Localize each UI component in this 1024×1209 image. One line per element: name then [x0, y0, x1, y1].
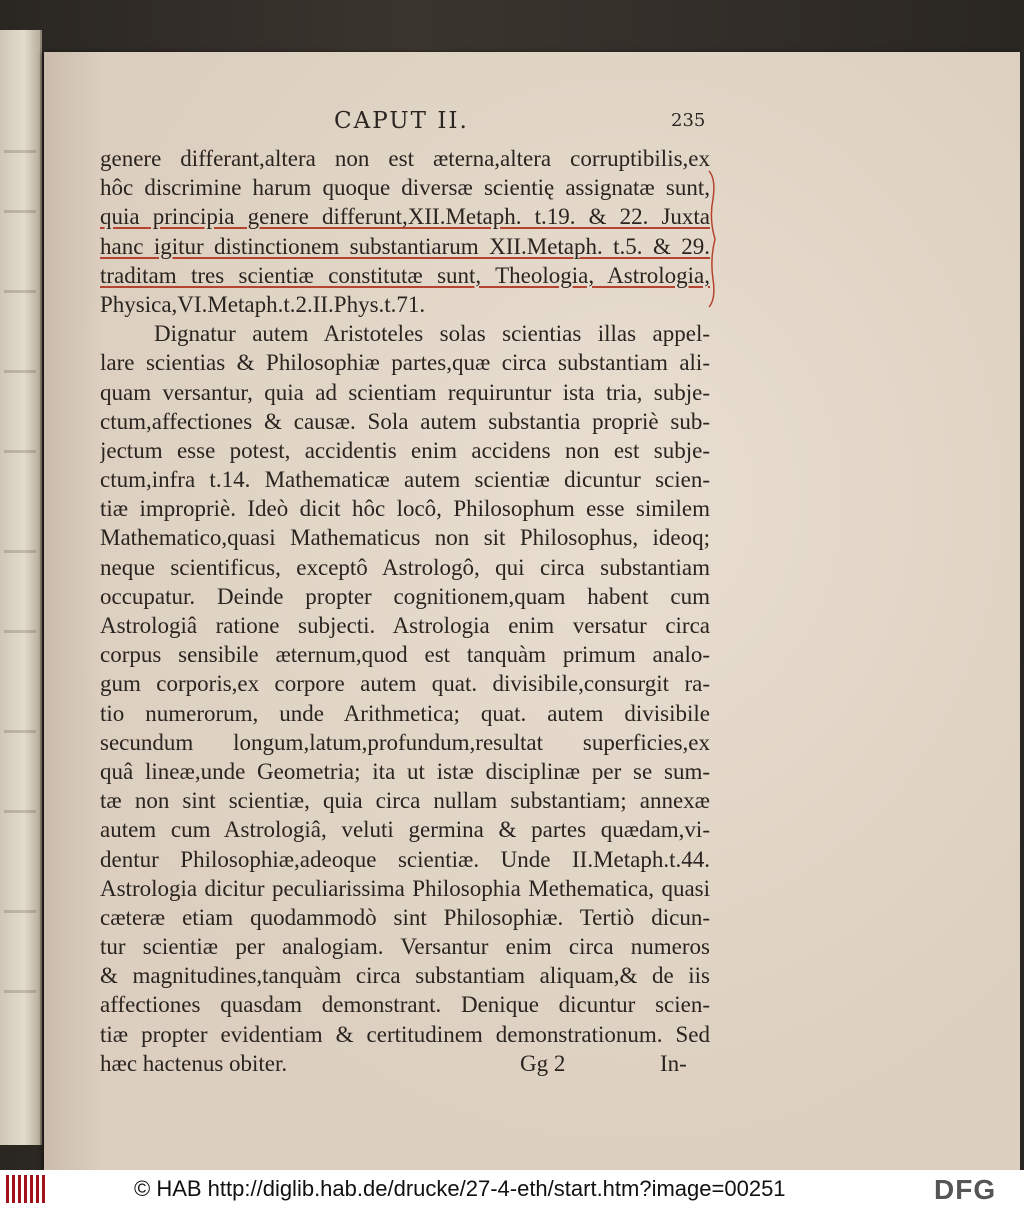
text-line: occupatur. Deinde propter cognitionem,quam habent cum [100, 583, 710, 609]
book-page [44, 52, 1020, 1170]
text-line: quâ lineæ,unde Geometria; ita ut istæ disciplinæ per se sum- [100, 758, 710, 784]
text-line: cæteræ etiam quodammodò sint Philosophiæ. Tertiò dicun- [100, 904, 710, 930]
text-line: quia principia genere differunt,XII.Metaph. t.19. & 22. Juxta [100, 204, 710, 230]
text-line: genere differant,altera non est æterna,altera corruptibilis,ex [100, 146, 710, 171]
text-line: Astrologiâ ratione subjecti. Astrologia enim versatur circa [100, 613, 710, 638]
text-line: & magnitudines,tanquàm circa substantiam aliquam,& de iis [100, 963, 710, 989]
catchword: In- [660, 1050, 687, 1076]
text-line: gum corporis,ex corpore autem quat. divisibile,consurgit ra- [100, 671, 710, 697]
body-text [100, 144, 710, 1078]
text-line: corpus sensibile æternum,quod est tanquàm primum analo- [100, 642, 710, 668]
text-line: tiæ impropriè. Ideò dicit hôc locô, Philosophum esse similem [100, 496, 710, 522]
running-title: CAPUT II. [334, 108, 469, 134]
last-line-text: hæc hactenus obiter. [100, 1050, 288, 1076]
text-line: jectum esse potest, accidentis enim accidens non est subje- [100, 437, 710, 463]
text-line: secundum longum,latum,profundum,resultat superficies,ex [100, 729, 710, 755]
text-line: tio numerorum, unde Arithmetica; quat. autem divisibile [100, 700, 710, 726]
text-line: autem cum Astrologiâ, veluti germina & partes quædam,vi- [100, 817, 710, 843]
text-line: hanc igitur distinctionem substantiarum XII.Metaph. t.5. & 29. [100, 233, 710, 259]
text-line: ctum,infra t.14. Mathematicæ autem scientiæ dicuntur scien- [100, 467, 710, 493]
text-line: ctum,affectiones & causæ. Sola autem substantia propriè sub- [100, 408, 710, 434]
text-line: tur scientiæ per analogiam. Versantur enim circa numeros [100, 934, 710, 960]
text-line: Astrologia dicitur peculiarissima Philosophia Methematica, quasi [100, 875, 710, 901]
catch-line [100, 1049, 710, 1078]
text-line: dentur Philosophiæ,adeoque scientiæ. Unde II.Metaph.t.44. [100, 846, 710, 872]
text-line: lare scientias & Philosophiæ partes,quæ circa substantiam ali- [100, 350, 710, 376]
text-line: Physica,VI.Metaph.t.2.II.Phys.t.71. [100, 291, 426, 317]
text-line: traditam tres scientiæ constitutæ sunt, Theologia, Astrologia, [100, 262, 710, 288]
page-number: 235 [671, 110, 706, 131]
text-line: hôc discrimine harum quoque diversæ scientię assignatæ sunt, [100, 175, 710, 201]
text-line: Mathematico,quasi Mathematicus non sit Philosophus, ideoq; [100, 525, 710, 551]
text-line: neque scientificus, exceptô Astrologô, qui circa substantiam [100, 554, 710, 580]
page-header [44, 108, 1020, 148]
dfg-logo[interactable]: DFG [934, 1174, 997, 1205]
text-line: tiæ propter evidentiam & certitudinem demonstrationum. Sed [100, 1021, 710, 1047]
copyright-link[interactable]: © HAB http://diglib.hab.de/drucke/27-4-eth/start.htm?image=00251 [134, 1176, 786, 1201]
text-line: tæ non sint scientiæ, quia circa nullam substantiam; annexæ [100, 788, 710, 814]
text-line: quam versantur, quia ad scientiam requiruntur ista tria, subje- [100, 379, 710, 405]
text-line: Dignatur autem Aristoteles solas scientias illas appel- [154, 321, 710, 347]
previous-page-edge [0, 30, 42, 1145]
footer-bar [0, 1170, 1024, 1209]
hab-logo-icon[interactable] [6, 1175, 46, 1203]
text-line: affectiones quasdam demonstrant. Denique dicuntur scien- [100, 992, 710, 1018]
signature-mark: Gg 2 [520, 1050, 566, 1076]
